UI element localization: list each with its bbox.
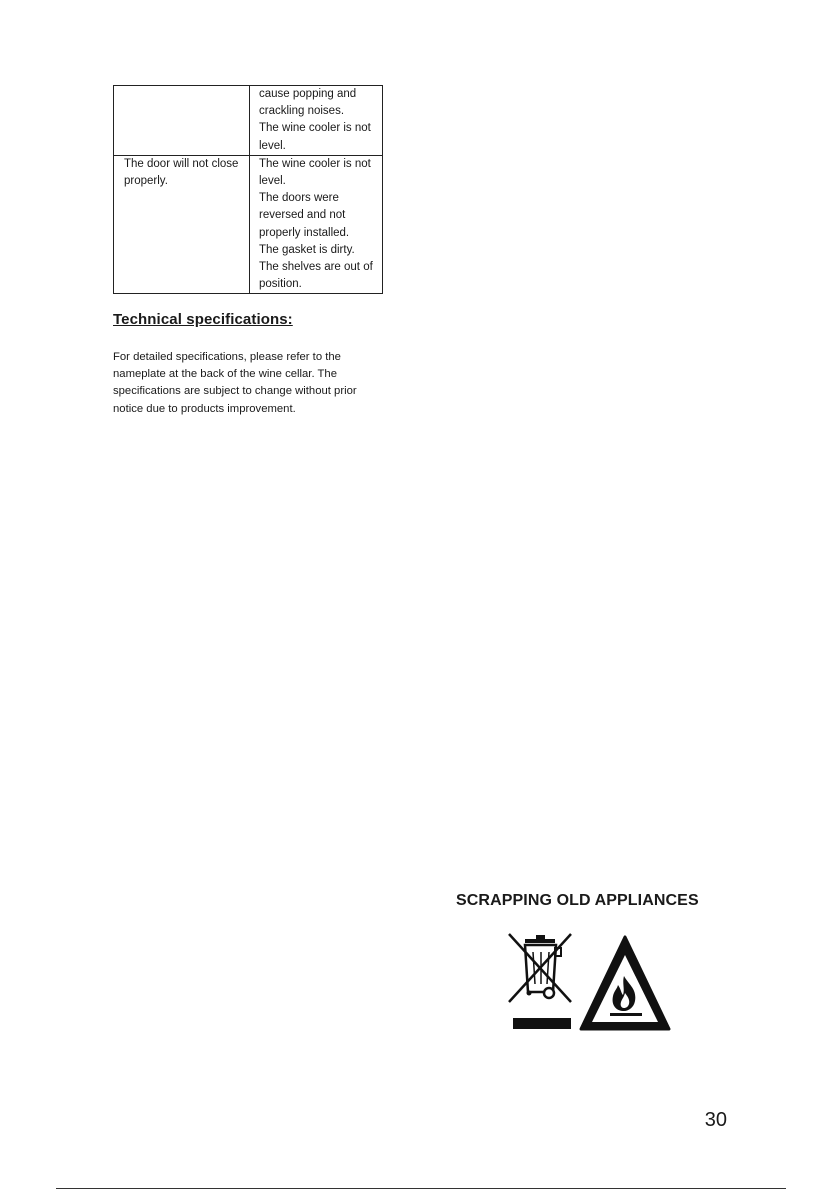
cause-text: The shelves are out of position. bbox=[259, 261, 373, 291]
troubleshooting-table bbox=[113, 85, 383, 294]
cause-text: The wine cooler is not level. bbox=[259, 157, 371, 188]
cause-text: The gasket is dirty. bbox=[259, 243, 355, 256]
problem-cell bbox=[114, 86, 250, 156]
cause-text: The wine cooler is not level. bbox=[259, 122, 371, 152]
technical-specs-heading: Technical specifications: bbox=[113, 311, 293, 328]
crossed-out-wheelie-bin-icon bbox=[505, 930, 577, 1032]
footer-divider bbox=[56, 1188, 786, 1189]
flammable-warning-icon bbox=[577, 933, 673, 1033]
cause-cell bbox=[250, 155, 383, 294]
cause-cell bbox=[250, 86, 383, 156]
cause-text: The doors were reversed and not properly installed. bbox=[259, 192, 350, 239]
page-number: 30 bbox=[704, 1109, 727, 1131]
problem-cell: The door will not close properly. bbox=[114, 155, 250, 294]
table-row bbox=[114, 155, 383, 294]
cause-text: cause popping and crackling noises. bbox=[259, 88, 357, 118]
scrapping-heading: SCRAPPING OLD APPLIANCES bbox=[456, 892, 699, 909]
technical-specs-body: For detailed specifications, please refer to the nameplate at the back of the wine cellar. The specifications are subject to change without prior notice due to products improvement. bbox=[113, 351, 357, 415]
table-row bbox=[114, 86, 383, 156]
disposal-icons bbox=[505, 930, 675, 1034]
